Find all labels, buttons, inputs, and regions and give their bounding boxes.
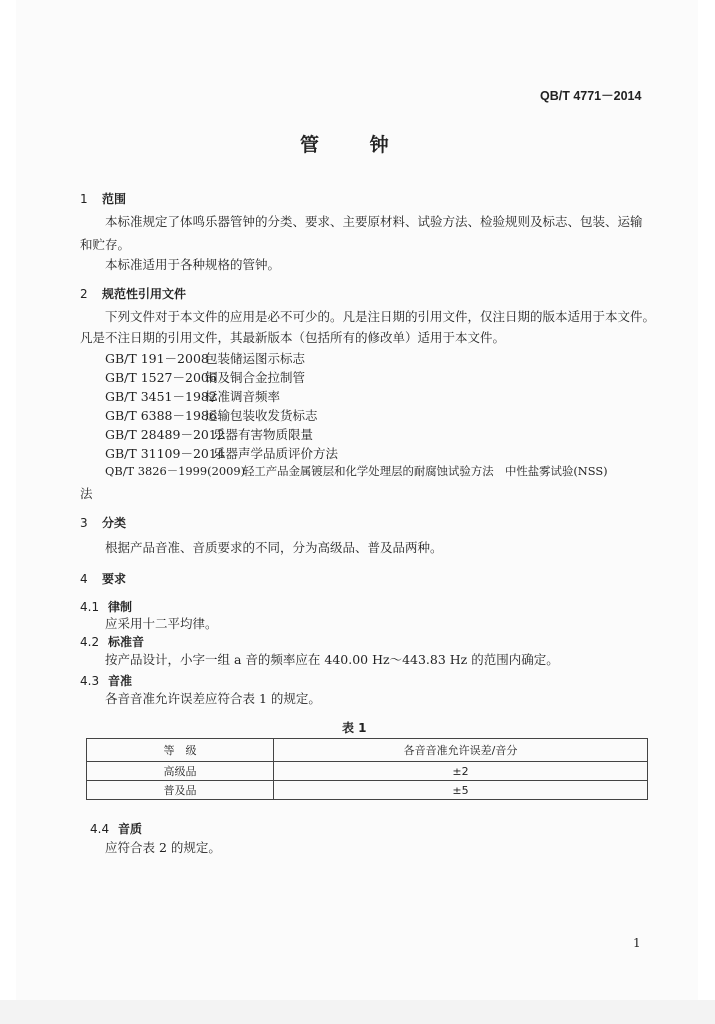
reference-item xyxy=(105,444,338,462)
subsection-4-3-heading xyxy=(80,672,132,689)
paragraph: 本标准适用于各种规格的管钟。 xyxy=(105,257,281,272)
reference-title: 运输包装收发货标志 xyxy=(205,408,318,423)
table-row xyxy=(87,762,648,781)
reference-title: 乐器声学品质评价方法 xyxy=(213,446,339,461)
paragraph: 根据产品音准、音质要求的不同，分为高级品、普及品两种。 xyxy=(105,540,443,555)
table-cell: ±2 xyxy=(274,762,648,781)
section-title: 范围 xyxy=(102,192,127,206)
paragraph-continuation: 凡是不注日期的引用文件，其最新版本（包括所有的修改单）适用于本文件。 xyxy=(80,330,506,345)
subsection-title: 音质 xyxy=(118,822,143,836)
paragraph-continuation: 和贮存。 xyxy=(80,237,131,252)
reference-code: GB/T 3451－1982 xyxy=(105,389,217,404)
table-row xyxy=(87,781,648,800)
section-number: 2 xyxy=(80,287,88,301)
section-title: 要求 xyxy=(102,572,127,586)
section-2-heading xyxy=(80,285,186,302)
section-title: 分类 xyxy=(102,516,127,530)
reference-item xyxy=(105,463,608,479)
reference-code: GB/T 1527－2006 xyxy=(105,370,217,385)
subsection-number: 4.4 xyxy=(90,822,110,836)
reference-title-continuation: 法 xyxy=(80,486,93,501)
reference-title: 轻工产品金属镀层和化学处理层的耐腐蚀试验方法 中性盐雾试验(NSS) xyxy=(243,464,608,478)
reference-code: GB/T 28489－2012 xyxy=(105,427,225,442)
reference-item xyxy=(105,349,305,367)
subsection-number: 4.2 xyxy=(80,635,100,649)
table-cell: 普及品 xyxy=(87,781,274,800)
reference-code: GB/T 191－2008 xyxy=(105,351,209,366)
table-cell: 高级品 xyxy=(87,762,274,781)
reference-item xyxy=(105,368,305,386)
scan-bottom-margin xyxy=(0,1000,715,1024)
section-number: 3 xyxy=(80,516,88,530)
section-number: 1 xyxy=(80,192,88,206)
subsection-4-4-heading xyxy=(90,820,142,837)
subsection-4-2-heading xyxy=(80,633,144,650)
reference-code: GB/T 6388－1986 xyxy=(105,408,217,423)
reference-code: QB/T 3826－1999(2009) xyxy=(105,464,246,478)
reference-code: GB/T 31109－2014 xyxy=(105,446,225,461)
table-header-cell: 等 级 xyxy=(87,739,274,762)
section-1-heading xyxy=(80,190,126,207)
subsection-number: 4.3 xyxy=(80,674,100,688)
reference-title: 标准调音频率 xyxy=(205,389,281,404)
reference-title: 铜及铜合金拉制管 xyxy=(205,370,306,385)
subsection-4-1-heading xyxy=(80,598,132,615)
paragraph: 各音音准允许误差应符合表 1 的规定。 xyxy=(105,691,321,706)
section-4-heading xyxy=(80,570,126,587)
reference-item xyxy=(105,387,280,405)
reference-title: 乐器有害物质限量 xyxy=(213,427,314,442)
tolerance-table xyxy=(86,738,648,800)
subsection-title: 音准 xyxy=(108,674,133,688)
subsection-title: 律制 xyxy=(108,600,133,614)
section-3-heading xyxy=(80,514,126,531)
table-cell: ±5 xyxy=(274,781,648,800)
paragraph: 本标准规定了体鸣乐器管钟的分类、要求、主要原材料、试验方法、检验规则及标志、包装、运输 xyxy=(105,214,643,229)
subsection-title: 标准音 xyxy=(108,635,145,649)
paragraph: 应符合表 2 的规定。 xyxy=(105,840,221,855)
paragraph: 按产品设计，小字一组 a 音的频率应在 440.00 Hz～443.83 Hz 的范围内确定。 xyxy=(105,652,559,667)
reference-title: 包装储运图示标志 xyxy=(205,351,306,366)
reference-item xyxy=(105,425,313,443)
reference-item xyxy=(105,406,318,424)
table-caption: 表 1 xyxy=(342,721,367,735)
table-header-cell: 各音音准允许误差/音分 xyxy=(274,739,648,762)
subsection-number: 4.1 xyxy=(80,600,100,614)
standard-number: QB/T 4771－2014 xyxy=(540,89,642,103)
page-number: 1 xyxy=(633,936,641,950)
section-title: 规范性引用文件 xyxy=(102,287,187,301)
paragraph: 应采用十二平均律。 xyxy=(105,616,218,631)
table-header-row xyxy=(87,739,648,762)
section-number: 4 xyxy=(80,572,88,586)
paragraph: 下列文件对于本文件的应用是必不可少的。凡是注日期的引用文件，仅注日期的版本适用于本文件。 xyxy=(105,309,656,324)
document-title: 管 钟 xyxy=(300,134,411,156)
